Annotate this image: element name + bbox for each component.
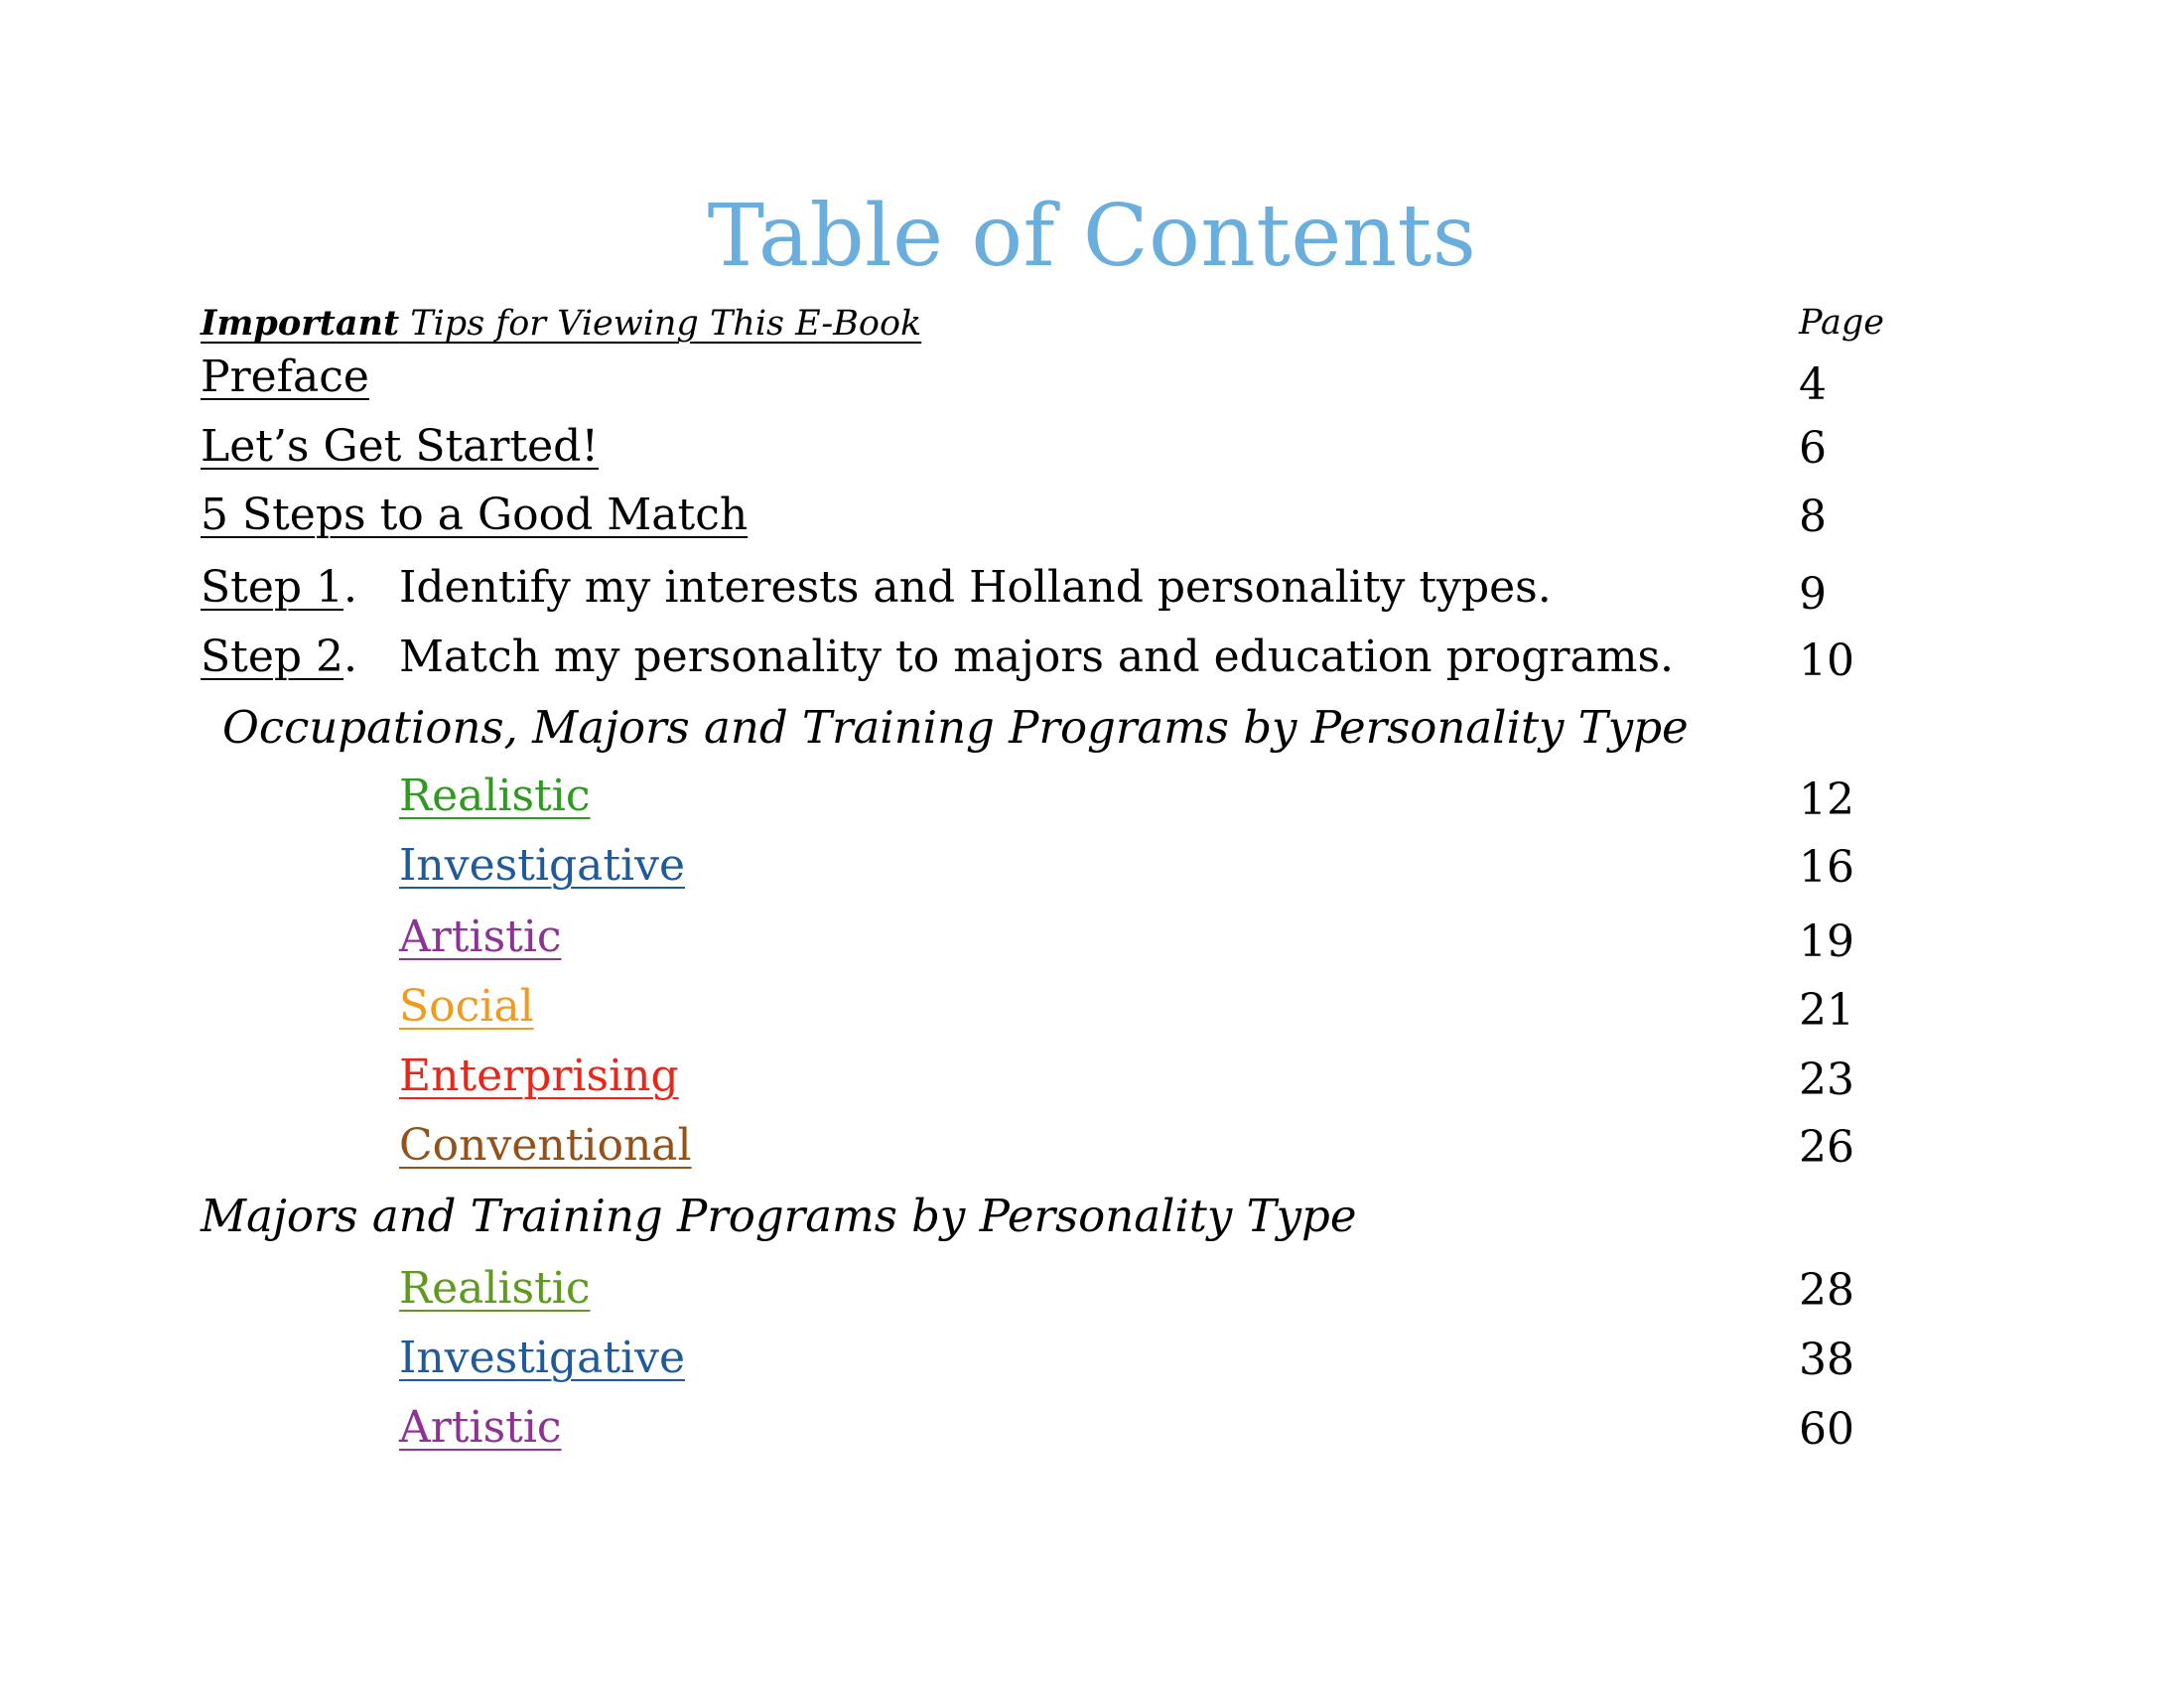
- toc-link-investigative[interactable]: Investigative: [399, 840, 685, 891]
- toc-link-preface[interactable]: Preface: [201, 352, 369, 402]
- page-number: 28: [1799, 1265, 1854, 1316]
- page-number: 26: [1799, 1122, 1854, 1173]
- step-1-row: [201, 562, 357, 613]
- section-heading-majors: Majors and Training Programs by Personality Type: [201, 1190, 1357, 1242]
- step-dot: .: [343, 632, 358, 682]
- page-number: 23: [1799, 1055, 1854, 1105]
- page-number: 6: [1799, 423, 1827, 474]
- page-number: 16: [1799, 842, 1854, 893]
- toc-link-realistic[interactable]: Realistic: [399, 771, 591, 821]
- step-2-description: Match my personality to majors and education programs.: [399, 632, 1675, 682]
- toc-link-conventional[interactable]: Conventional: [399, 1120, 692, 1171]
- page-number: 21: [1799, 985, 1854, 1036]
- toc-link-artistic[interactable]: Artistic: [399, 1402, 562, 1453]
- page-number: 10: [1799, 635, 1854, 686]
- page-column-header: Page: [1799, 303, 1884, 343]
- toc-link-lets-get-started[interactable]: Let’s Get Started!: [201, 421, 600, 472]
- toc-link-realistic[interactable]: Realistic: [399, 1263, 591, 1314]
- tips-bold-label: Important: [201, 303, 400, 344]
- toc-link-enterprising[interactable]: Enterprising: [399, 1051, 679, 1101]
- toc-link-investigative[interactable]: Investigative: [399, 1333, 685, 1383]
- step-dot: .: [343, 562, 358, 613]
- page-number: 9: [1799, 569, 1827, 620]
- page-number: 8: [1799, 492, 1827, 542]
- page-number: 60: [1799, 1404, 1854, 1455]
- page-number: 4: [1799, 359, 1827, 410]
- section-heading-occupations: Occupations, Majors and Training Programs by Personality Type: [222, 701, 1689, 754]
- toc-link-5-steps[interactable]: 5 Steps to a Good Match: [201, 490, 749, 540]
- tips-rest-label: Tips for Viewing This E-Book: [399, 304, 922, 344]
- toc-link-step-1[interactable]: Step 1: [201, 562, 344, 613]
- tips-link[interactable]: [201, 303, 921, 344]
- page-number: 38: [1799, 1335, 1854, 1385]
- toc-link-step-2[interactable]: Step 2: [201, 632, 344, 682]
- step-1-description: Identify my interests and Holland personality types.: [399, 562, 1552, 613]
- step-2-row: [201, 632, 357, 682]
- page-title: Table of Contents: [707, 187, 1477, 286]
- page-number: 12: [1799, 774, 1854, 825]
- toc-link-artistic[interactable]: Artistic: [399, 912, 562, 962]
- toc-link-social[interactable]: Social: [399, 981, 534, 1032]
- page-number: 19: [1799, 916, 1854, 967]
